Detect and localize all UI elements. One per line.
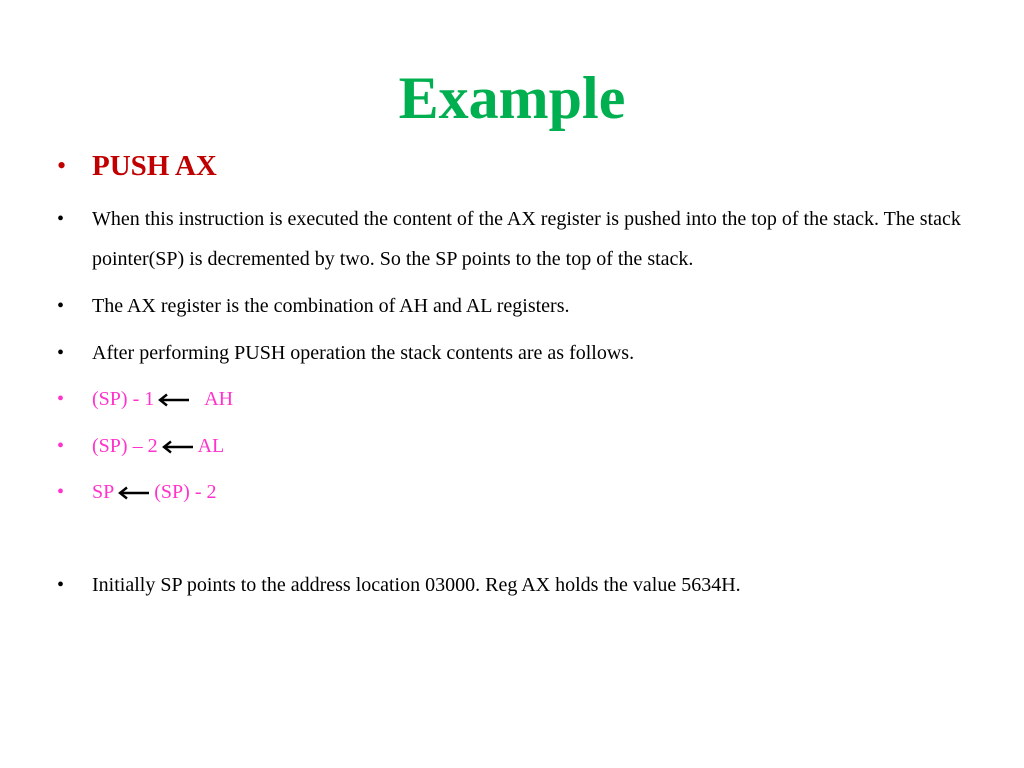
step-3-right: (SP) - 2 (154, 481, 217, 503)
left-arrow-icon (161, 440, 195, 454)
stack-step-2 (92, 426, 224, 466)
bullet-dot: • (57, 151, 67, 180)
bullet-dot: • (57, 295, 65, 317)
step-1-left: (SP) - 1 (92, 388, 155, 410)
bullet-dot: • (57, 388, 65, 410)
description-text: When this instruction is executed the content of the AX register is pushed into the top of the stack. The stack pointer(SP) is decremented by two. So the SP points to the top of the stack. (92, 208, 961, 270)
ax-register-text: The AX register is the combination of AH and AL registers. (92, 295, 570, 317)
stack-step-1 (92, 379, 233, 419)
bullet-dot: • (57, 342, 65, 364)
initially-text: Initially SP points to the address location 03000. Reg AX holds the value 5634H. (92, 574, 741, 596)
step-3-left: SP (92, 481, 115, 503)
step-2-right: AL (197, 435, 225, 457)
after-push-text: After performing PUSH operation the stack contents are as follows. (92, 342, 635, 364)
bullet-dot: • (57, 574, 65, 596)
left-arrow-icon (157, 393, 191, 407)
bullet-dot: • (57, 208, 65, 230)
step-1-right: AH (204, 388, 234, 410)
bullet-dot: • (57, 481, 65, 503)
bullet-dot: • (57, 435, 65, 457)
slide-title: Example (398, 65, 626, 131)
step-2-left: (SP) – 2 (92, 435, 158, 457)
left-arrow-icon (117, 486, 151, 500)
push-ax-heading: PUSH AX (92, 150, 217, 182)
stack-step-3 (92, 472, 216, 512)
